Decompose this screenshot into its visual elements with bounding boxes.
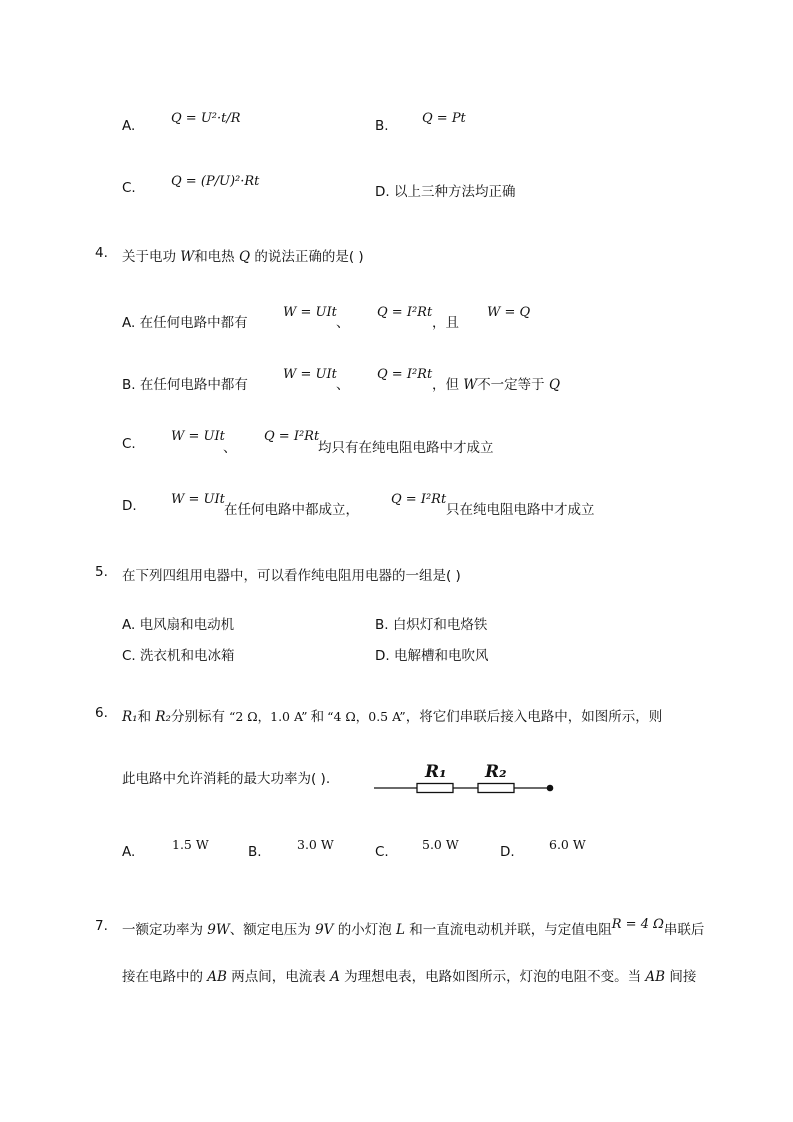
q4-option-d-formula-1: W = UIt [171,492,225,507]
q5-option-c: C. 洗衣机和电冰箱 [122,648,235,664]
q4-option-c-formula-2: Q = I²Rt [264,429,320,444]
q6-option-d-value: 6.0 W [549,837,586,852]
q4-stem: 关于电功 W和电热 Q 的说法正确的是( ) [122,249,364,265]
q4-option-a-formula-3: W = Q [487,305,531,320]
q4-option-a-formula-2: Q = I²Rt [377,305,433,320]
q6-resistor-r1 [417,784,453,793]
q7-line-2: 接在电路中的 AB 两点间，电流表 A 为理想电表，电路如图所示，灯泡的电阻不变。当 AB 间接 [122,969,697,985]
q6-number: 6. [95,705,108,721]
q4-option-c-formula-1: W = UIt [171,429,225,444]
q4-option-b-formula-1: W = UIt [283,367,337,382]
q3-option-a-label: A. [122,118,136,134]
q6-circuit-figure [370,758,560,798]
q6-terminal-dot [547,785,554,792]
q4-option-c-sep: 、 [223,440,237,456]
q4-option-b-formula-2: Q = I²Rt [377,367,433,382]
q5-option-b: B. 白炽灯和电烙铁 [375,617,488,633]
q5-stem: 在下列四组用电器中，可以看作纯电阻用电器的一组是( ) [122,568,461,584]
q6-option-c-value: 5.0 W [422,837,459,852]
q4-option-c-tail: 均只有在纯电阻电路中才成立 [318,440,494,456]
q5-option-a: A. 电风扇和电动机 [122,617,235,633]
q3-option-c-label: C. [122,180,136,196]
q4-number: 4. [95,245,108,261]
q6-option-c-label: C. [375,844,389,860]
q6-option-d-label: D. [500,844,515,860]
q4-option-a-text: A. 在任何电路中都有 [122,315,248,331]
q5-option-d: D. 电解槽和电吹风 [375,648,489,664]
q6-fig-label-r2: R₂ [485,762,507,782]
q3-option-b-label: B. [375,118,389,134]
q7-number: 7. [95,918,108,934]
q6-option-b-value: 3.0 W [297,837,334,852]
q6-fig-label-r1: R₁ [425,762,447,782]
q3-option-c-formula: Q = (P/U)²·Rt [171,174,260,189]
q6-option-b-label: B. [248,844,262,860]
q3-option-d: D. 以上三种方法均正确 [375,184,516,200]
q4-option-a-formula-1: W = UIt [283,305,337,320]
q4-option-d-mid: 在任何电路中都成立， [224,502,359,518]
q4-option-c-label: C. [122,436,136,452]
q6-stem: R₁和 R₂分别标有 “2 Ω，1.0 A” 和 “4 Ω，0.5 A”，将它们串联后接入电路中，如图所示，则 [122,709,663,725]
q6-option-a-value: 1.5 W [172,837,209,852]
q6-stem-line-2: 此电路中允许消耗的最大功率为( ). [122,771,331,787]
q7-line-1: 一额定功率为 9W、额定电压为 9V 的小灯泡 L 和一直流电动机并联，与定值电阻R = 4 Ω串联后 [122,917,705,938]
q4-option-b-sep: 、 [336,377,350,393]
q3-option-a-formula: Q = U²·t/R [171,111,241,126]
q4-option-b-tail: ，但 W不一定等于 Q [432,377,561,393]
q4-option-d-label: D. [122,498,137,514]
q6-option-a-label: A. [122,844,136,860]
q4-option-b-text: B. 在任何电路中都有 [122,377,248,393]
q4-option-a-sep: 、 [336,315,350,331]
q4-option-a-mid: ，且 [432,315,459,331]
q5-number: 5. [95,564,108,580]
q3-option-b-formula: Q = Pt [422,111,466,126]
q6-resistor-r2 [478,784,514,793]
q4-option-d-tail: 只在纯电阻电路中才成立 [446,502,595,518]
q4-option-d-formula-2: Q = I²Rt [391,492,447,507]
